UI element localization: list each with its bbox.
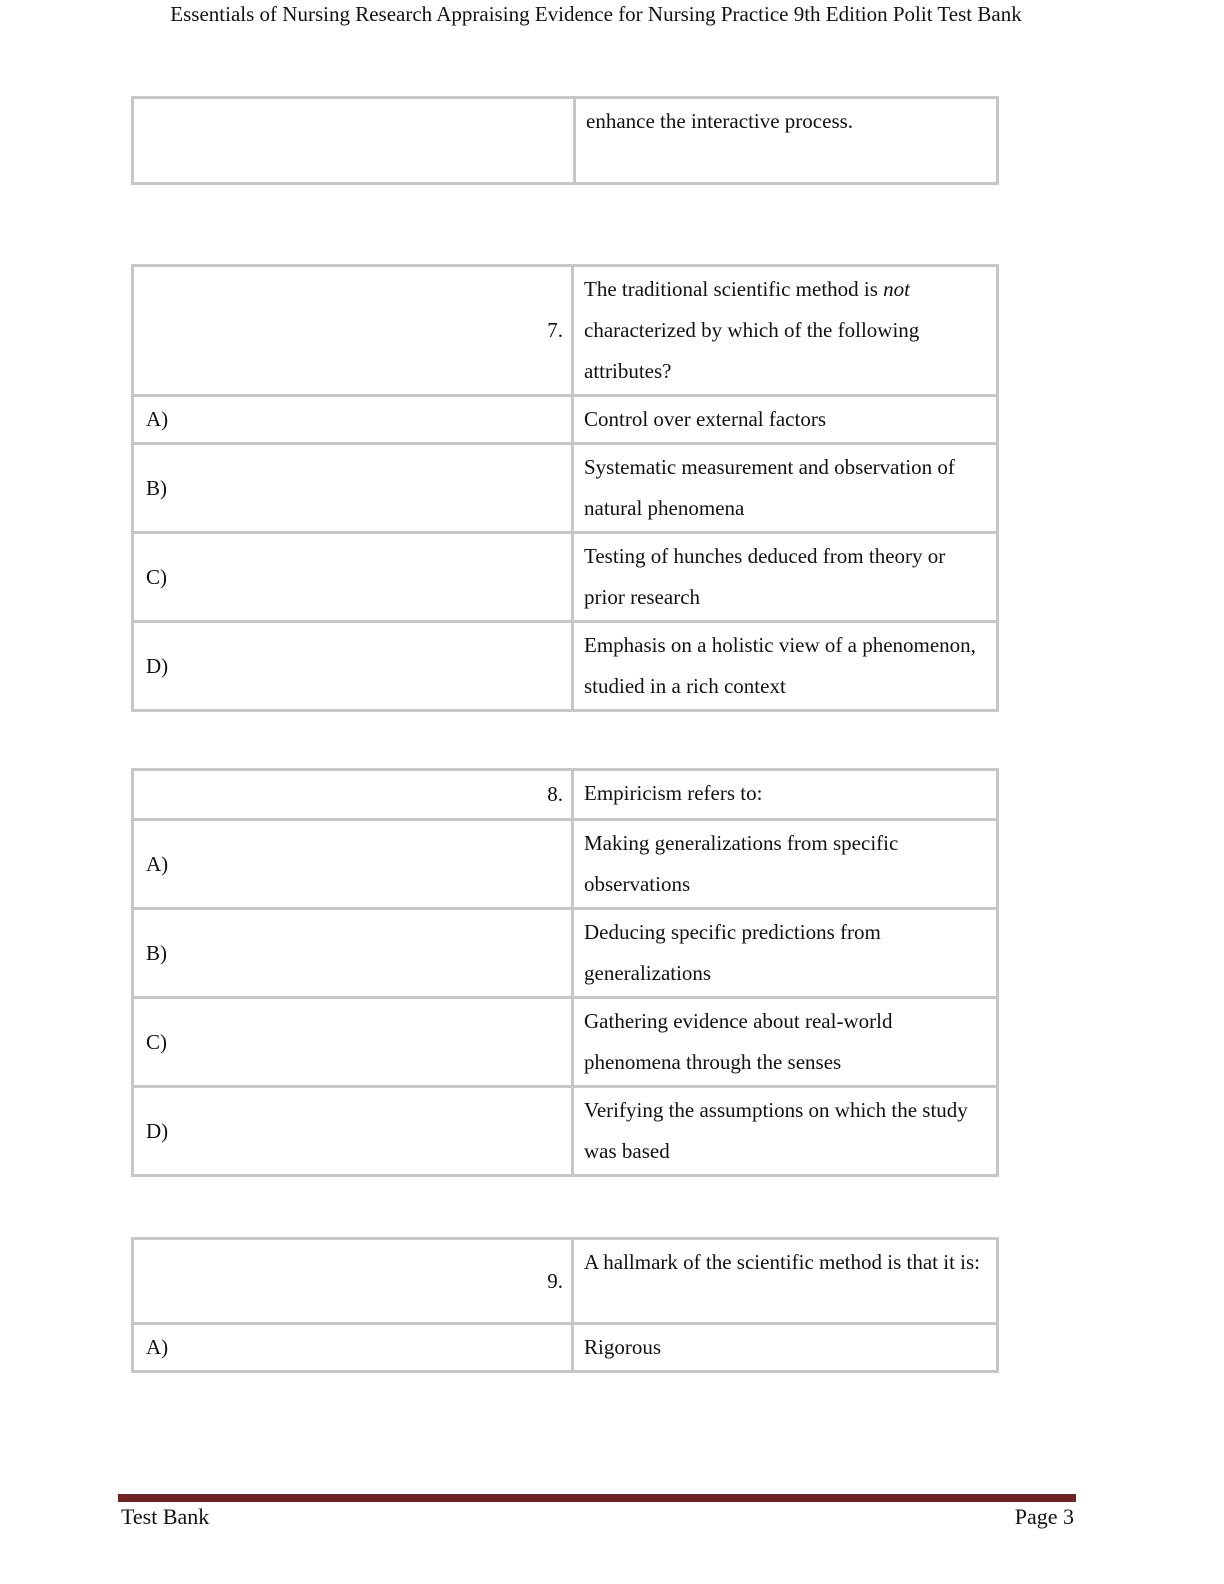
- option-text: Making generalizations from specific observations: [573, 820, 998, 909]
- question-7-option-a: [133, 396, 998, 444]
- option-label: A): [133, 820, 573, 909]
- option-text: Verifying the assumptions on which the study was based: [573, 1087, 998, 1176]
- option-label: D): [133, 622, 573, 711]
- option-label: D): [133, 1087, 573, 1176]
- option-text: Systematic measurement and observation of natural phenomena: [573, 444, 998, 533]
- footer-page-number: Page 3: [1014, 1504, 1074, 1529]
- footer-divider: [118, 1494, 1076, 1502]
- option-label: B): [133, 909, 573, 998]
- question-8-stem: Empiricism refers to:: [573, 770, 998, 820]
- question-7-stem-emphasis: not: [883, 277, 911, 301]
- question-8-option-d: [133, 1087, 998, 1176]
- question-7-number: 7.: [133, 266, 573, 396]
- question-8-stem-row: [133, 770, 998, 820]
- question-8-table: [131, 768, 999, 1177]
- question-9-number: 9.: [133, 1239, 573, 1324]
- option-text: Testing of hunches deduced from theory or prior research: [573, 533, 998, 622]
- footer-left-text: Test Bank: [121, 1504, 210, 1529]
- prev-question-text: enhance the interactive process.: [575, 98, 998, 184]
- question-8-option-c: [133, 998, 998, 1087]
- page-header-title: Essentials of Nursing Research Appraising Evidence for Nursing Practice 9th Edition Polit Test Bank: [170, 2, 1022, 26]
- question-9-table: [131, 1237, 999, 1373]
- question-7-stem-part1: The traditional scientific method is: [584, 277, 884, 301]
- question-9-option-a: [133, 1324, 998, 1372]
- option-text: Rigorous: [573, 1324, 998, 1372]
- option-label: A): [133, 1324, 573, 1372]
- option-label: C): [133, 998, 573, 1087]
- question-8-option-a: [133, 820, 998, 909]
- option-label: B): [133, 444, 573, 533]
- question-9-stem: A hallmark of the scientific method is that it is:: [573, 1239, 998, 1324]
- question-8-number: 8.: [133, 770, 573, 820]
- question-7-option-c: [133, 533, 998, 622]
- question-7-stem-part2: characterized by which of the following attributes?: [584, 318, 920, 383]
- question-9-stem-row: [133, 1239, 998, 1324]
- question-7-option-b: [133, 444, 998, 533]
- question-7-table: [131, 264, 999, 712]
- option-text: Deducing specific predictions from generalizations: [573, 909, 998, 998]
- option-label: C): [133, 533, 573, 622]
- question-7-stem: [573, 266, 998, 396]
- option-text: Control over external factors: [573, 396, 998, 444]
- question-7-option-d: [133, 622, 998, 711]
- prev-question-table: [131, 96, 999, 185]
- option-text: Gathering evidence about real-world phenomena through the senses: [573, 998, 998, 1087]
- table-row: [133, 98, 998, 184]
- question-8-option-b: [133, 909, 998, 998]
- option-text: Emphasis on a holistic view of a phenomenon, studied in a rich context: [573, 622, 998, 711]
- option-label: A): [133, 396, 573, 444]
- empty-label-cell: [133, 98, 575, 184]
- question-7-stem-row: [133, 266, 998, 396]
